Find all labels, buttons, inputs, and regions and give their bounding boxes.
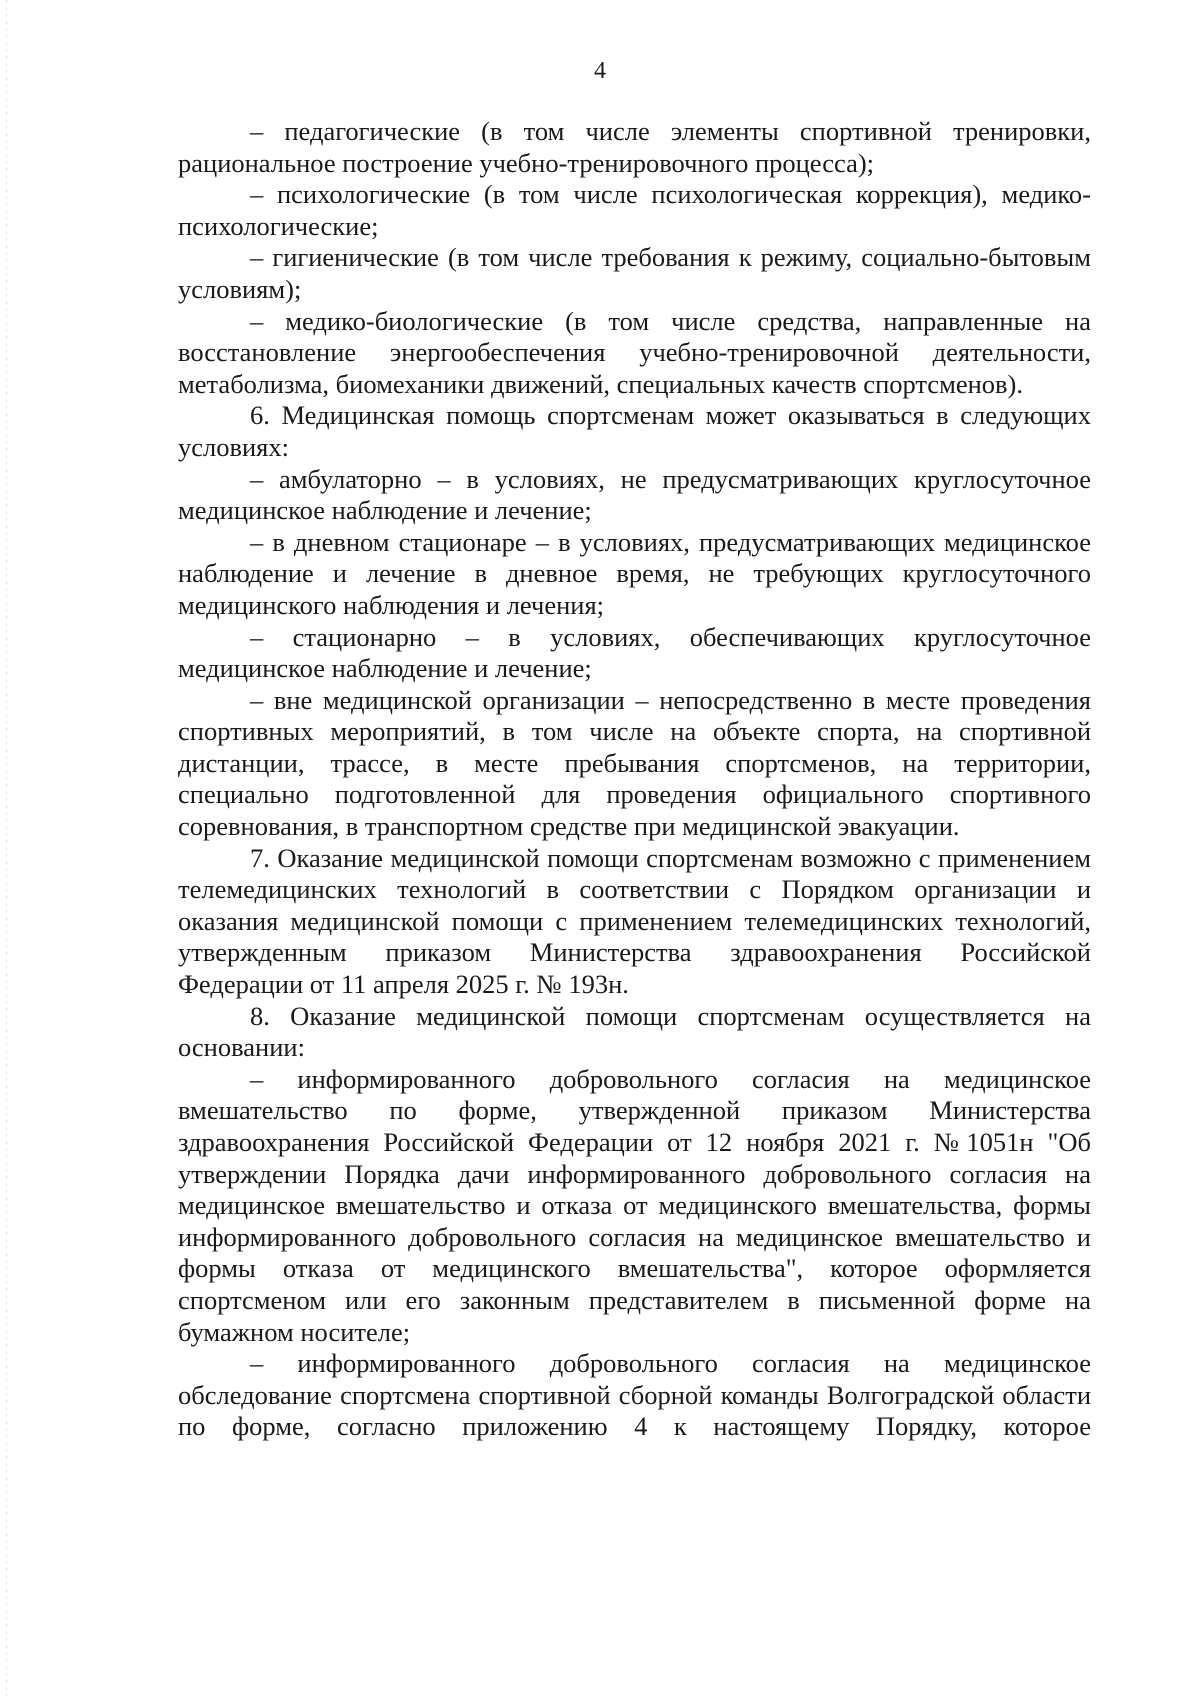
paragraph-day-hospital: – в дневном стационаре – в условиях, предусматривающих медицинское наблюдение и лечение в дневное время, не требующих круглосуточного медицинского наблюдения и лечения; [178,526,1091,620]
paragraph-outside-organization: – вне медицинской организации – непосредственно в месте проведения спортивных мероприятий, в том числе на объекте спорта, на спортивной дистанции, трассе, в месте пребывания спортсменов, на территории, специально подготовленной для проведения официального спортивного соревнования, в транспортном средстве при медицинской эвакуации. [178,684,1091,842]
paragraph-outpatient: – амбулаторно – в условиях, не предусматривающих круглосуточное медицинское наблюдение и лечение; [178,463,1091,526]
page-number: 4 [594,58,606,84]
paragraph-medico-biological: – медико-биологические (в том числе средства, направленные на восстановление энергообеспечения учебно-тренировочной деятельности, метаболизма, биомеханики движений, специальных качеств спортсменов). [178,305,1091,399]
document-body [178,116,1091,1443]
paragraph-hygienic: – гигиенические (в том числе требования к режиму, социально-бытовым условиям); [178,242,1091,304]
paragraph-item-7: 7. Оказание медицинской помощи спортсменам возможно с применением телемедицинских технологий в соответствии с Порядком организации и оказания медицинской помощи с применением телемедицинских технологий, утвержденным приказом Министерства здравоохранения Российской Федерации от 11 апреля 2025 г. № 193н. [178,842,1091,1000]
paragraph-consent-intervention: – информированного добровольного согласия на медицинское вмешательство по форме, утвержденной приказом Министерства здравоохранения Российской Федерации от 12 ноября 2021 г. №1051н "Об утверждении Порядка дачи информированного добровольного согласия на медицинское вмешательство и отказа от медицинского вмешательства, формы информированного добровольного согласия на медицинское вмешательство и формы отказа от медицинского вмешательства", которое оформляется спортсменом или его законным представителем в письменной форме на бумажном носителе; [178,1063,1091,1347]
paragraph-psychological: – психологические (в том числе психологическая коррекция), медико-психологические; [178,179,1091,241]
paragraph-item-8: 8. Оказание медицинской помощи спортсменам осуществляется на основании: [178,1000,1091,1063]
paragraph-inpatient: – стационарно – в условиях, обеспечивающих круглосуточное медицинское наблюдение и лечение; [178,621,1091,684]
scan-edge-artifact [6,0,7,1696]
paragraph-item-6: 6. Медицинская помощь спортсменам может оказываться в следующих условиях: [178,400,1091,462]
paragraph-consent-examination: – информированного добровольного согласия на медицинское обследование спортсмена спортивной сборной команды Волгоградской области по форме, согласно приложению 4 к настоящему Порядку, которое [178,1348,1091,1442]
paragraph-pedagogical: – педагогические (в том числе элементы спортивной тренировки, рациональное построение учебно-тренировочного процесса); [178,116,1091,178]
